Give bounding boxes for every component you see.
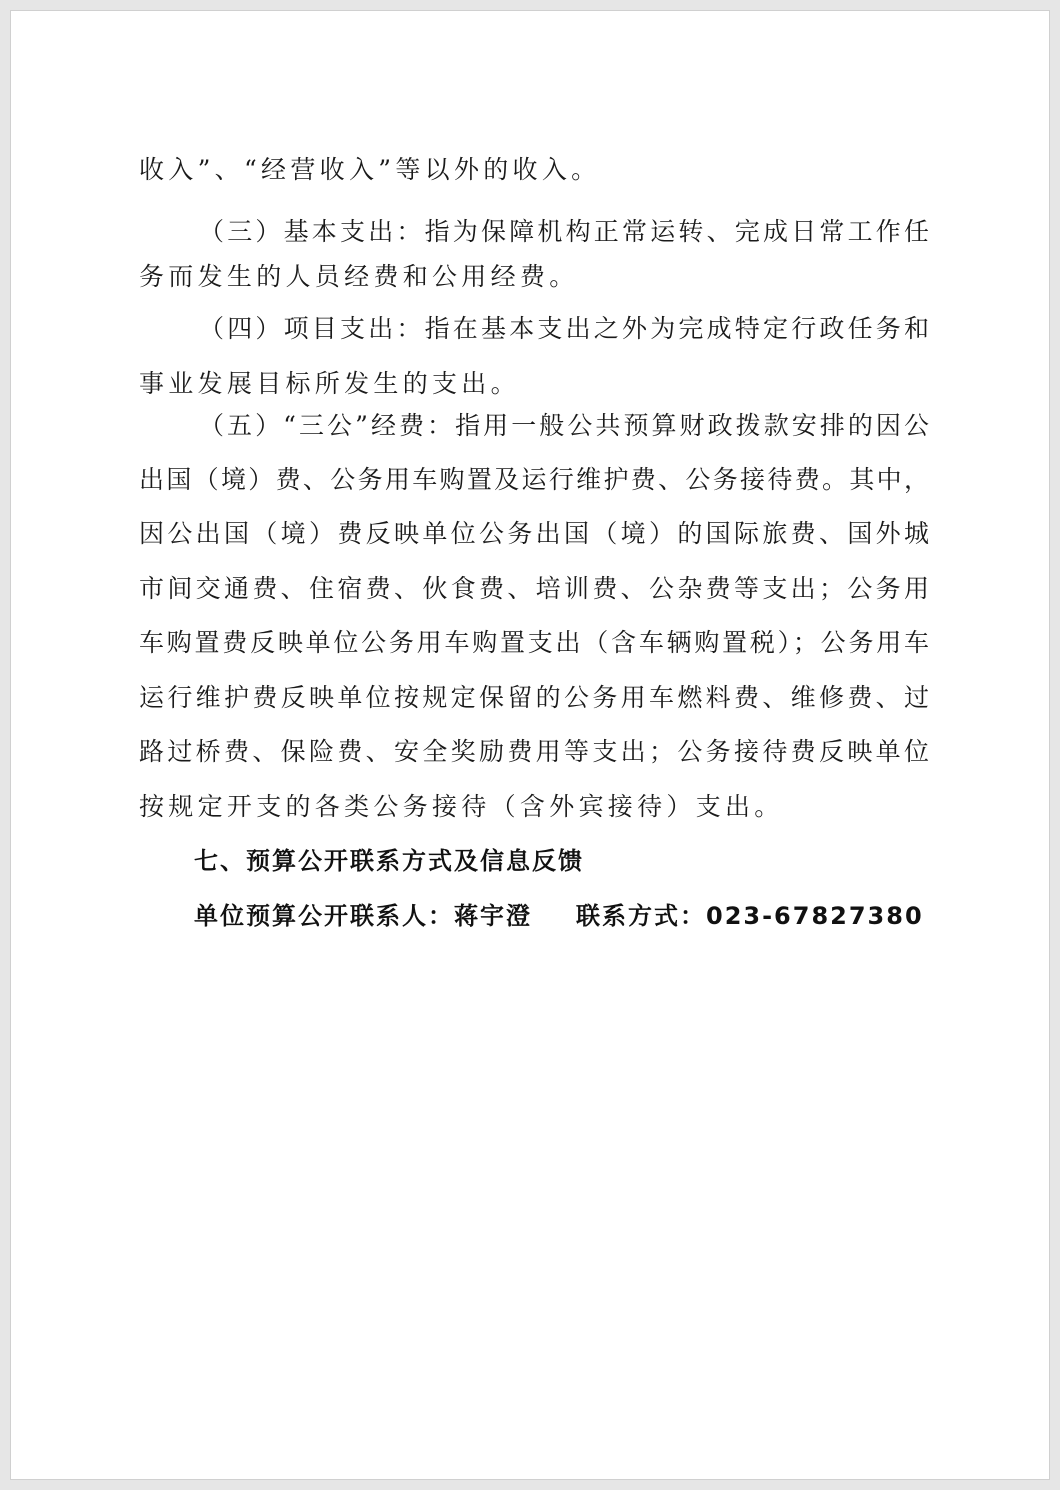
document-page bbox=[10, 10, 1050, 1480]
contact-person: 单位预算公开联系人：蒋宇澄 bbox=[194, 902, 532, 930]
paragraph-line: 市间交通费、住宿费、伙食费、培训费、公杂费等支出；公务用 bbox=[139, 574, 929, 603]
paragraph-line: （三）基本支出：指为保障机构正常运转、完成日常工作任 bbox=[199, 217, 929, 246]
paragraph-line: 因公出国（境）费反映单位公务出国（境）的国际旅费、国外城 bbox=[139, 519, 929, 548]
paragraph-line: 路过桥费、保险费、安全奖励费用等支出；公务接待费反映单位 bbox=[139, 737, 929, 766]
paragraph-line: （四）项目支出：指在基本支出之外为完成特定行政任务和 bbox=[199, 314, 929, 343]
contact-phone: 联系方式：023-67827380 bbox=[576, 902, 924, 930]
paragraph-line: 运行维护费反映单位按规定保留的公务用车燃料费、维修费、过 bbox=[139, 683, 929, 712]
paragraph-line: 车购置费反映单位公务用车购置支出（含车辆购置税）；公务用车 bbox=[139, 628, 929, 657]
paragraph-line: （五）“三公”经费：指用一般公共预算财政拨款安排的因公 bbox=[199, 411, 929, 440]
paragraph-line: 出国（境）费、公务用车购置及运行维护费、公务接待费。其中， bbox=[139, 465, 929, 494]
paragraph-line: 事业发展目标所发生的支出。 bbox=[139, 369, 520, 398]
paragraph-line: 务而发生的人员经费和公用经费。 bbox=[139, 262, 579, 291]
section-heading: 七、预算公开联系方式及信息反馈 bbox=[194, 847, 584, 875]
paragraph-line: 按规定开支的各类公务接待（含外宾接待）支出。 bbox=[139, 792, 784, 821]
contact-line bbox=[194, 904, 924, 928]
paragraph-line: 收入”、“经营收入”等以外的收入。 bbox=[139, 155, 601, 184]
